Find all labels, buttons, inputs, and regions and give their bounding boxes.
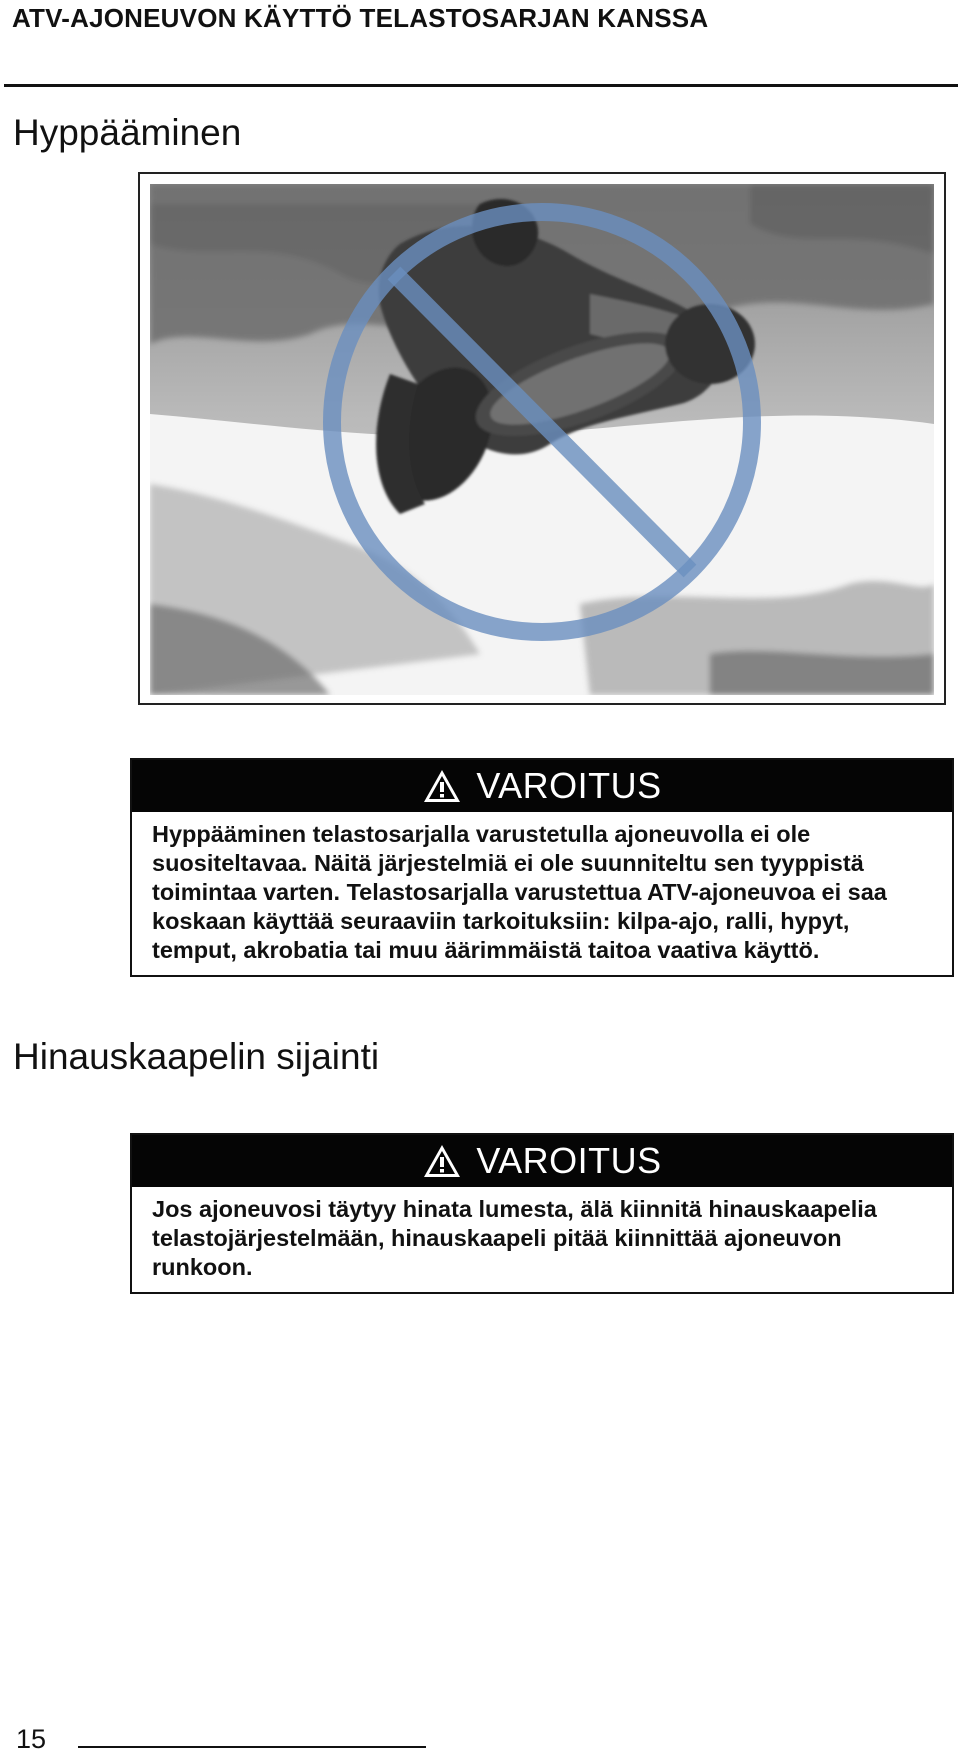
warning-label: VAROITUS	[476, 1140, 662, 1181]
warning-box-jumping	[130, 758, 954, 977]
warning-text: Jos ajoneuvosi täytyy hinata lumesta, älä kiinnitä hinauskaapelia telastojärjestelmään, hinauskaapeli pitää kiinnittää ajoneuvon runkoon.	[152, 1196, 877, 1280]
warning-header	[132, 760, 952, 812]
atv-jump-image	[150, 184, 934, 695]
warning-triangle-icon	[422, 1143, 462, 1179]
section-title-jumping: Hyppääminen	[13, 112, 242, 153]
warning-text: Hyppääminen telastosarjalla varustetulla ajoneuvolla ei ole suositeltavaa. Näitä järjestelmiä ei ole suunniteltu sen tyyppistä toimintaa varten. Telastosarjalla varustettua ATV-ajoneuvoa ei saa koskaan käyttää seuraaviin tarkoituksiin: kilpa-ajo, ralli, hypyt, temput, akrobatia tai muu äärimmäistä taitoa vaativa käyttö.	[152, 821, 887, 963]
page-number: 15	[16, 1724, 47, 1754]
footer-divider	[78, 1746, 426, 1748]
warning-triangle-icon	[422, 768, 462, 804]
section-title-towing: Hinauskaapelin sijainti	[13, 1036, 380, 1077]
warning-box-towing	[130, 1133, 954, 1294]
page-header-title: ATV-AJONEUVON KÄYTTÖ TELASTOSARJAN KANSSA	[12, 3, 709, 33]
header-divider	[4, 84, 958, 87]
atv-jump-photo	[138, 172, 946, 705]
warning-label: VAROITUS	[476, 765, 662, 806]
warning-header	[132, 1135, 952, 1187]
